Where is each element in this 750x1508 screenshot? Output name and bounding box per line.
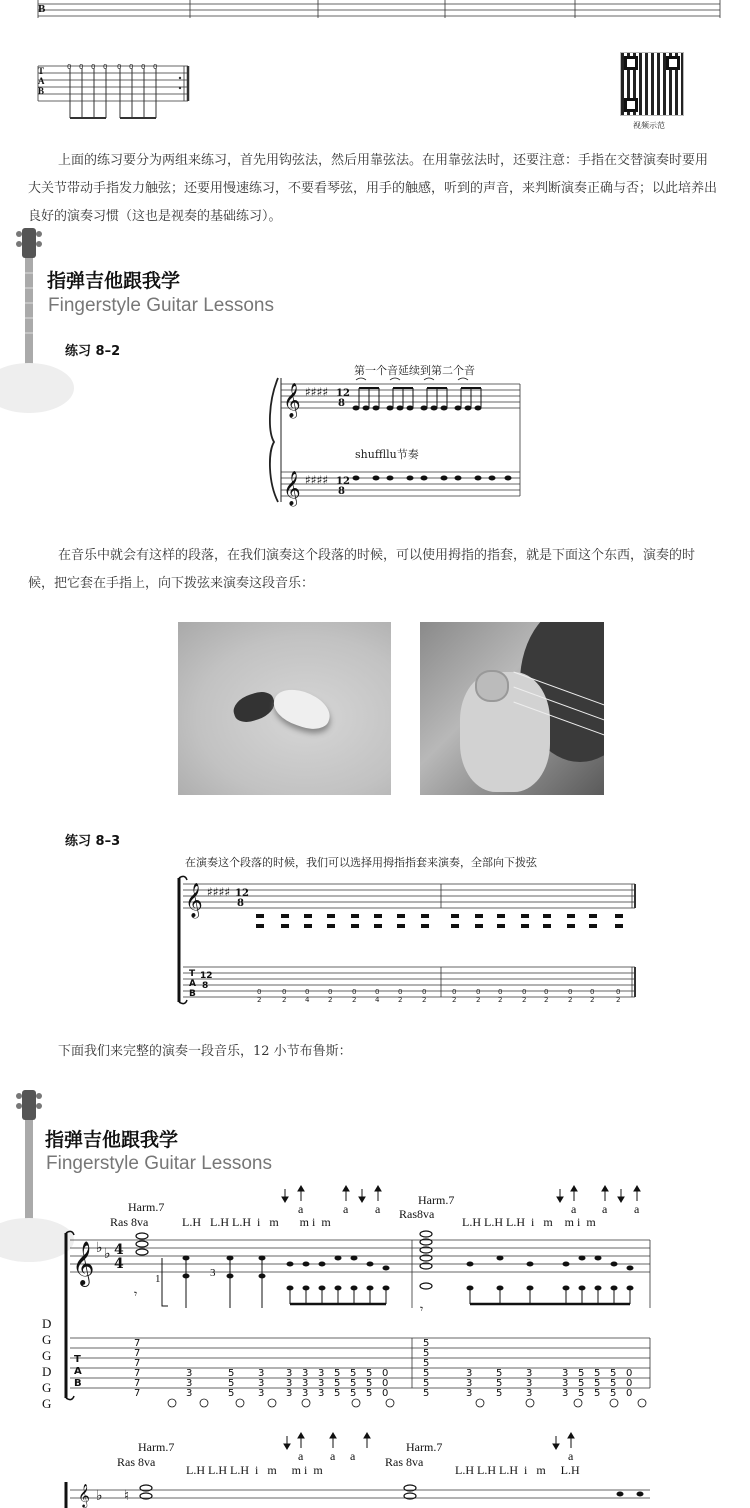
svg-text:A: A <box>189 979 196 989</box>
strum-arrows-row2 <box>0 1432 700 1462</box>
svg-text:𝄞: 𝄞 <box>283 383 301 418</box>
ras-label-4: Ras 8va <box>385 1455 424 1469</box>
svg-text:a: a <box>343 1202 349 1216</box>
exercise-8-3-score <box>175 872 655 1012</box>
svg-text:0: 0 <box>626 1388 633 1399</box>
svg-text:12: 12 <box>336 476 350 487</box>
svg-text:5: 5 <box>423 1358 430 1369</box>
svg-text:8: 8 <box>338 486 345 497</box>
lh-row-4: L.H L.H L.H i m L.H <box>455 1463 580 1477</box>
harm-label-3: Harm.7 <box>138 1440 175 1454</box>
svg-text:2: 2 <box>522 996 527 1004</box>
svg-text:3: 3 <box>286 1368 293 1379</box>
svg-text:5: 5 <box>610 1368 617 1379</box>
svg-text:8: 8 <box>202 981 209 991</box>
svg-text:1: 1 <box>155 1273 161 1285</box>
svg-text:5: 5 <box>610 1388 617 1399</box>
svg-text:0: 0 <box>616 988 621 996</box>
svg-text:𝄾: 𝄾 <box>134 1287 138 1301</box>
svg-text:7: 7 <box>134 1348 141 1359</box>
svg-text:7: 7 <box>134 1338 141 1349</box>
svg-text:5: 5 <box>334 1368 341 1379</box>
svg-text:a: a <box>330 1449 336 1463</box>
svg-text:0: 0 <box>382 1368 389 1379</box>
svg-text:3: 3 <box>466 1378 473 1389</box>
svg-text:3: 3 <box>302 1388 309 1399</box>
svg-text:3: 3 <box>210 1267 216 1279</box>
svg-text:2: 2 <box>568 996 573 1004</box>
tuning-string-2: G <box>42 1380 52 1395</box>
svg-text:5: 5 <box>366 1378 373 1389</box>
svg-text:3: 3 <box>526 1388 533 1399</box>
svg-text:5: 5 <box>334 1378 341 1389</box>
svg-text:a: a <box>571 1202 577 1216</box>
svg-text:0: 0 <box>282 988 287 996</box>
svg-text:B: B <box>189 989 196 999</box>
svg-text:2: 2 <box>452 996 457 1004</box>
svg-text:5: 5 <box>496 1368 503 1379</box>
svg-text:5: 5 <box>350 1368 357 1379</box>
svg-text:12: 12 <box>235 888 249 899</box>
svg-text:5: 5 <box>228 1368 235 1379</box>
ras-label-3: Ras 8va <box>117 1455 156 1469</box>
svg-text:𝄞: 𝄞 <box>185 883 203 918</box>
small-tab-letters: T A B <box>38 66 45 96</box>
svg-text:7: 7 <box>134 1368 141 1379</box>
svg-text:4: 4 <box>305 996 310 1004</box>
svg-text:a: a <box>602 1202 608 1216</box>
svg-text:a: a <box>634 1202 640 1216</box>
exercise-8-2-note-top: 第一个音延续到第二个音 <box>354 364 475 377</box>
svg-text:3: 3 <box>318 1378 325 1389</box>
paragraph-3: 下面我们来完整的演奏一段音乐，12 小节布鲁斯： <box>58 1044 352 1059</box>
svg-text:0: 0 <box>382 1378 389 1389</box>
svg-text:5: 5 <box>594 1378 601 1389</box>
exercise-8-2-staff <box>270 372 540 512</box>
svg-text:3: 3 <box>186 1388 193 1399</box>
svg-text:5: 5 <box>366 1368 373 1379</box>
svg-text:0: 0 <box>129 63 134 71</box>
svg-text:0: 0 <box>398 988 403 996</box>
svg-text:0: 0 <box>452 988 457 996</box>
svg-text:2: 2 <box>616 996 621 1004</box>
svg-text:0: 0 <box>544 988 549 996</box>
svg-text:a: a <box>568 1449 574 1463</box>
header-title-en: Fingerstyle Guitar Lessons <box>48 295 274 316</box>
svg-text:5: 5 <box>610 1378 617 1389</box>
header-title-cn: 指弹吉他跟我学 <box>47 270 181 292</box>
svg-text:3: 3 <box>526 1368 533 1379</box>
svg-text:8: 8 <box>237 898 244 909</box>
qr-caption: 视频示范 <box>633 121 665 130</box>
qr-code[interactable] <box>620 52 684 116</box>
svg-text:3: 3 <box>318 1368 325 1379</box>
svg-text:12: 12 <box>336 388 350 399</box>
svg-text:2: 2 <box>476 996 481 1004</box>
svg-text:5: 5 <box>423 1348 430 1359</box>
tuning-column <box>42 1316 51 1412</box>
svg-text:0: 0 <box>476 988 481 996</box>
svg-text:♮: ♮ <box>124 1488 130 1504</box>
svg-text:0: 0 <box>375 988 380 996</box>
svg-text:7: 7 <box>134 1358 141 1369</box>
svg-text:3: 3 <box>258 1368 265 1379</box>
harm-label-2: Harm.7 <box>418 1193 455 1207</box>
svg-text:a: a <box>298 1449 304 1463</box>
svg-text:8: 8 <box>338 398 345 409</box>
svg-text:♭: ♭ <box>104 1246 111 1262</box>
svg-text:5: 5 <box>350 1388 357 1399</box>
svg-text:♭: ♭ <box>96 1488 103 1504</box>
svg-text:0: 0 <box>626 1368 633 1379</box>
svg-text:0: 0 <box>79 63 84 71</box>
svg-text:0: 0 <box>382 1388 389 1399</box>
tuning-string-4: G <box>42 1348 52 1363</box>
exercise-8-2-label: 练习 8–2 <box>65 344 121 359</box>
paragraph-2: 在音乐中就会有这样的段落，在我们演奏这个段落的时候，可以使用拇指的指套，就是下面这个东西，演奏的时候，把它套在手指上，向下拨弦来演奏这段音乐： <box>28 548 696 591</box>
header2-title-cn: 指弹吉他跟我学 <box>45 1129 179 1151</box>
svg-text:0: 0 <box>590 988 595 996</box>
svg-text:0: 0 <box>422 988 427 996</box>
small-tab-block <box>30 58 230 128</box>
ras-label-2: Ras8va <box>399 1207 435 1221</box>
svg-text:2: 2 <box>544 996 549 1004</box>
svg-text:𝄞: 𝄞 <box>72 1241 95 1285</box>
tuning-string-5: G <box>42 1332 52 1347</box>
blues-score-system-2-top <box>0 1478 720 1508</box>
svg-text:3: 3 <box>286 1378 293 1389</box>
svg-text:0: 0 <box>103 63 108 71</box>
svg-text:a: a <box>350 1449 356 1463</box>
svg-text:5: 5 <box>423 1378 430 1389</box>
svg-text:5: 5 <box>423 1368 430 1379</box>
svg-text:a: a <box>298 1202 304 1216</box>
svg-text:5: 5 <box>578 1388 585 1399</box>
svg-text:3: 3 <box>302 1368 309 1379</box>
svg-text:T: T <box>189 969 196 979</box>
svg-text:5: 5 <box>496 1388 503 1399</box>
svg-text:2: 2 <box>328 996 333 1004</box>
exercise-8-3-caption: 在演奏这个段落的时候，我们可以选择用拇指指套来演奏，全部向下拨弦 <box>185 856 537 869</box>
svg-text:0: 0 <box>568 988 573 996</box>
svg-text:0: 0 <box>91 63 96 71</box>
top-tab-staff <box>0 0 750 30</box>
svg-text:5: 5 <box>594 1388 601 1399</box>
svg-text:3: 3 <box>286 1388 293 1399</box>
svg-text:2: 2 <box>352 996 357 1004</box>
svg-text:2: 2 <box>498 996 503 1004</box>
svg-text:2: 2 <box>590 996 595 1004</box>
lh-row-2: L.H L.H L.H i m m i m <box>462 1215 596 1229</box>
svg-text:0: 0 <box>153 63 158 71</box>
paragraph-1: 上面的练习要分为两组来练习，首先用钩弦法，然后用靠弦法。在用靠弦法时，还要注意：手指在交替演奏时要用大关节带动手指发力触弦；还要用慢速练习，不要看琴弦，用手的触感，听到的声音，来判断演奏正确与否；以此培养出良好的演奏习惯（这也是视奏的基础练习）。 <box>28 153 718 224</box>
svg-text:3: 3 <box>466 1368 473 1379</box>
header2-title-en: Fingerstyle Guitar Lessons <box>46 1153 272 1174</box>
svg-text:0: 0 <box>117 63 122 71</box>
svg-text:♭: ♭ <box>96 1240 103 1256</box>
svg-text:2: 2 <box>398 996 403 1004</box>
svg-text:5: 5 <box>228 1388 235 1399</box>
svg-text:0: 0 <box>522 988 527 996</box>
svg-text:𝄞: 𝄞 <box>78 1483 90 1507</box>
svg-text:5: 5 <box>496 1378 503 1389</box>
svg-text:4: 4 <box>114 1242 124 1258</box>
svg-text:♯♯♯♯: ♯♯♯♯ <box>207 885 231 899</box>
svg-text:♯♯♯♯: ♯♯♯♯ <box>305 385 329 399</box>
svg-text:3: 3 <box>562 1388 569 1399</box>
svg-text:a: a <box>375 1202 381 1216</box>
exercise-8-2-note-bottom: shuffllu节奏 <box>355 448 419 461</box>
svg-text:0: 0 <box>141 63 146 71</box>
blues-score-system-1 <box>0 1228 720 1458</box>
svg-text:0: 0 <box>498 988 503 996</box>
svg-text:0: 0 <box>626 1378 633 1389</box>
svg-text:5: 5 <box>350 1378 357 1389</box>
svg-text:0: 0 <box>352 988 357 996</box>
svg-text:0: 0 <box>257 988 262 996</box>
svg-text:T: T <box>74 1354 81 1365</box>
exercise-8-3-label: 练习 8–3 <box>65 834 121 849</box>
svg-text:3: 3 <box>562 1368 569 1379</box>
svg-text:5: 5 <box>334 1388 341 1399</box>
svg-text:5: 5 <box>578 1368 585 1379</box>
svg-text:5: 5 <box>423 1338 430 1349</box>
svg-text:5: 5 <box>366 1388 373 1399</box>
ras-label-1: Ras 8va <box>110 1215 149 1229</box>
strum-arrows-row1 <box>0 1185 700 1215</box>
top-tab-letter-b: B <box>38 3 46 15</box>
svg-text:3: 3 <box>302 1378 309 1389</box>
svg-text:2: 2 <box>282 996 287 1004</box>
svg-text:𝄞: 𝄞 <box>283 471 301 506</box>
svg-text:0: 0 <box>305 988 310 996</box>
svg-text:7: 7 <box>134 1388 141 1399</box>
guitar-playing-photo <box>420 622 604 795</box>
svg-text:2: 2 <box>422 996 427 1004</box>
svg-text:5: 5 <box>594 1368 601 1379</box>
lh-row-1: L.H L.H L.H i m m i m <box>182 1215 331 1229</box>
svg-text:4: 4 <box>375 996 380 1004</box>
svg-text:♯♯♯♯: ♯♯♯♯ <box>305 473 329 487</box>
svg-text:0: 0 <box>328 988 333 996</box>
svg-text:3: 3 <box>526 1378 533 1389</box>
svg-text:3: 3 <box>258 1388 265 1399</box>
svg-text:5: 5 <box>228 1378 235 1389</box>
thumb-pick-photo <box>178 622 391 795</box>
svg-text:2: 2 <box>257 996 262 1004</box>
tuning-string-6: D <box>42 1316 52 1331</box>
tuning-string-3: D <box>42 1364 52 1379</box>
svg-text:𝄾: 𝄾 <box>420 1302 424 1316</box>
svg-text:4: 4 <box>114 1256 124 1272</box>
svg-text:3: 3 <box>186 1368 193 1379</box>
svg-text:5: 5 <box>423 1388 430 1399</box>
svg-text:7: 7 <box>134 1378 141 1389</box>
svg-text:12: 12 <box>200 971 213 981</box>
svg-text:5: 5 <box>578 1378 585 1389</box>
svg-text:0: 0 <box>67 63 72 71</box>
svg-text:3: 3 <box>318 1388 325 1399</box>
svg-text:3: 3 <box>258 1378 265 1389</box>
svg-text:3: 3 <box>466 1388 473 1399</box>
tuning-string-1: G <box>42 1396 52 1411</box>
harm-label-4: Harm.7 <box>406 1440 443 1454</box>
svg-text:A: A <box>74 1366 82 1377</box>
svg-text:B: B <box>74 1378 82 1389</box>
harm-label-1: Harm.7 <box>128 1200 165 1214</box>
svg-text:3: 3 <box>562 1378 569 1389</box>
lh-row-3: L.H L.H L.H i m m i m <box>186 1463 323 1477</box>
svg-text:3: 3 <box>186 1378 193 1389</box>
